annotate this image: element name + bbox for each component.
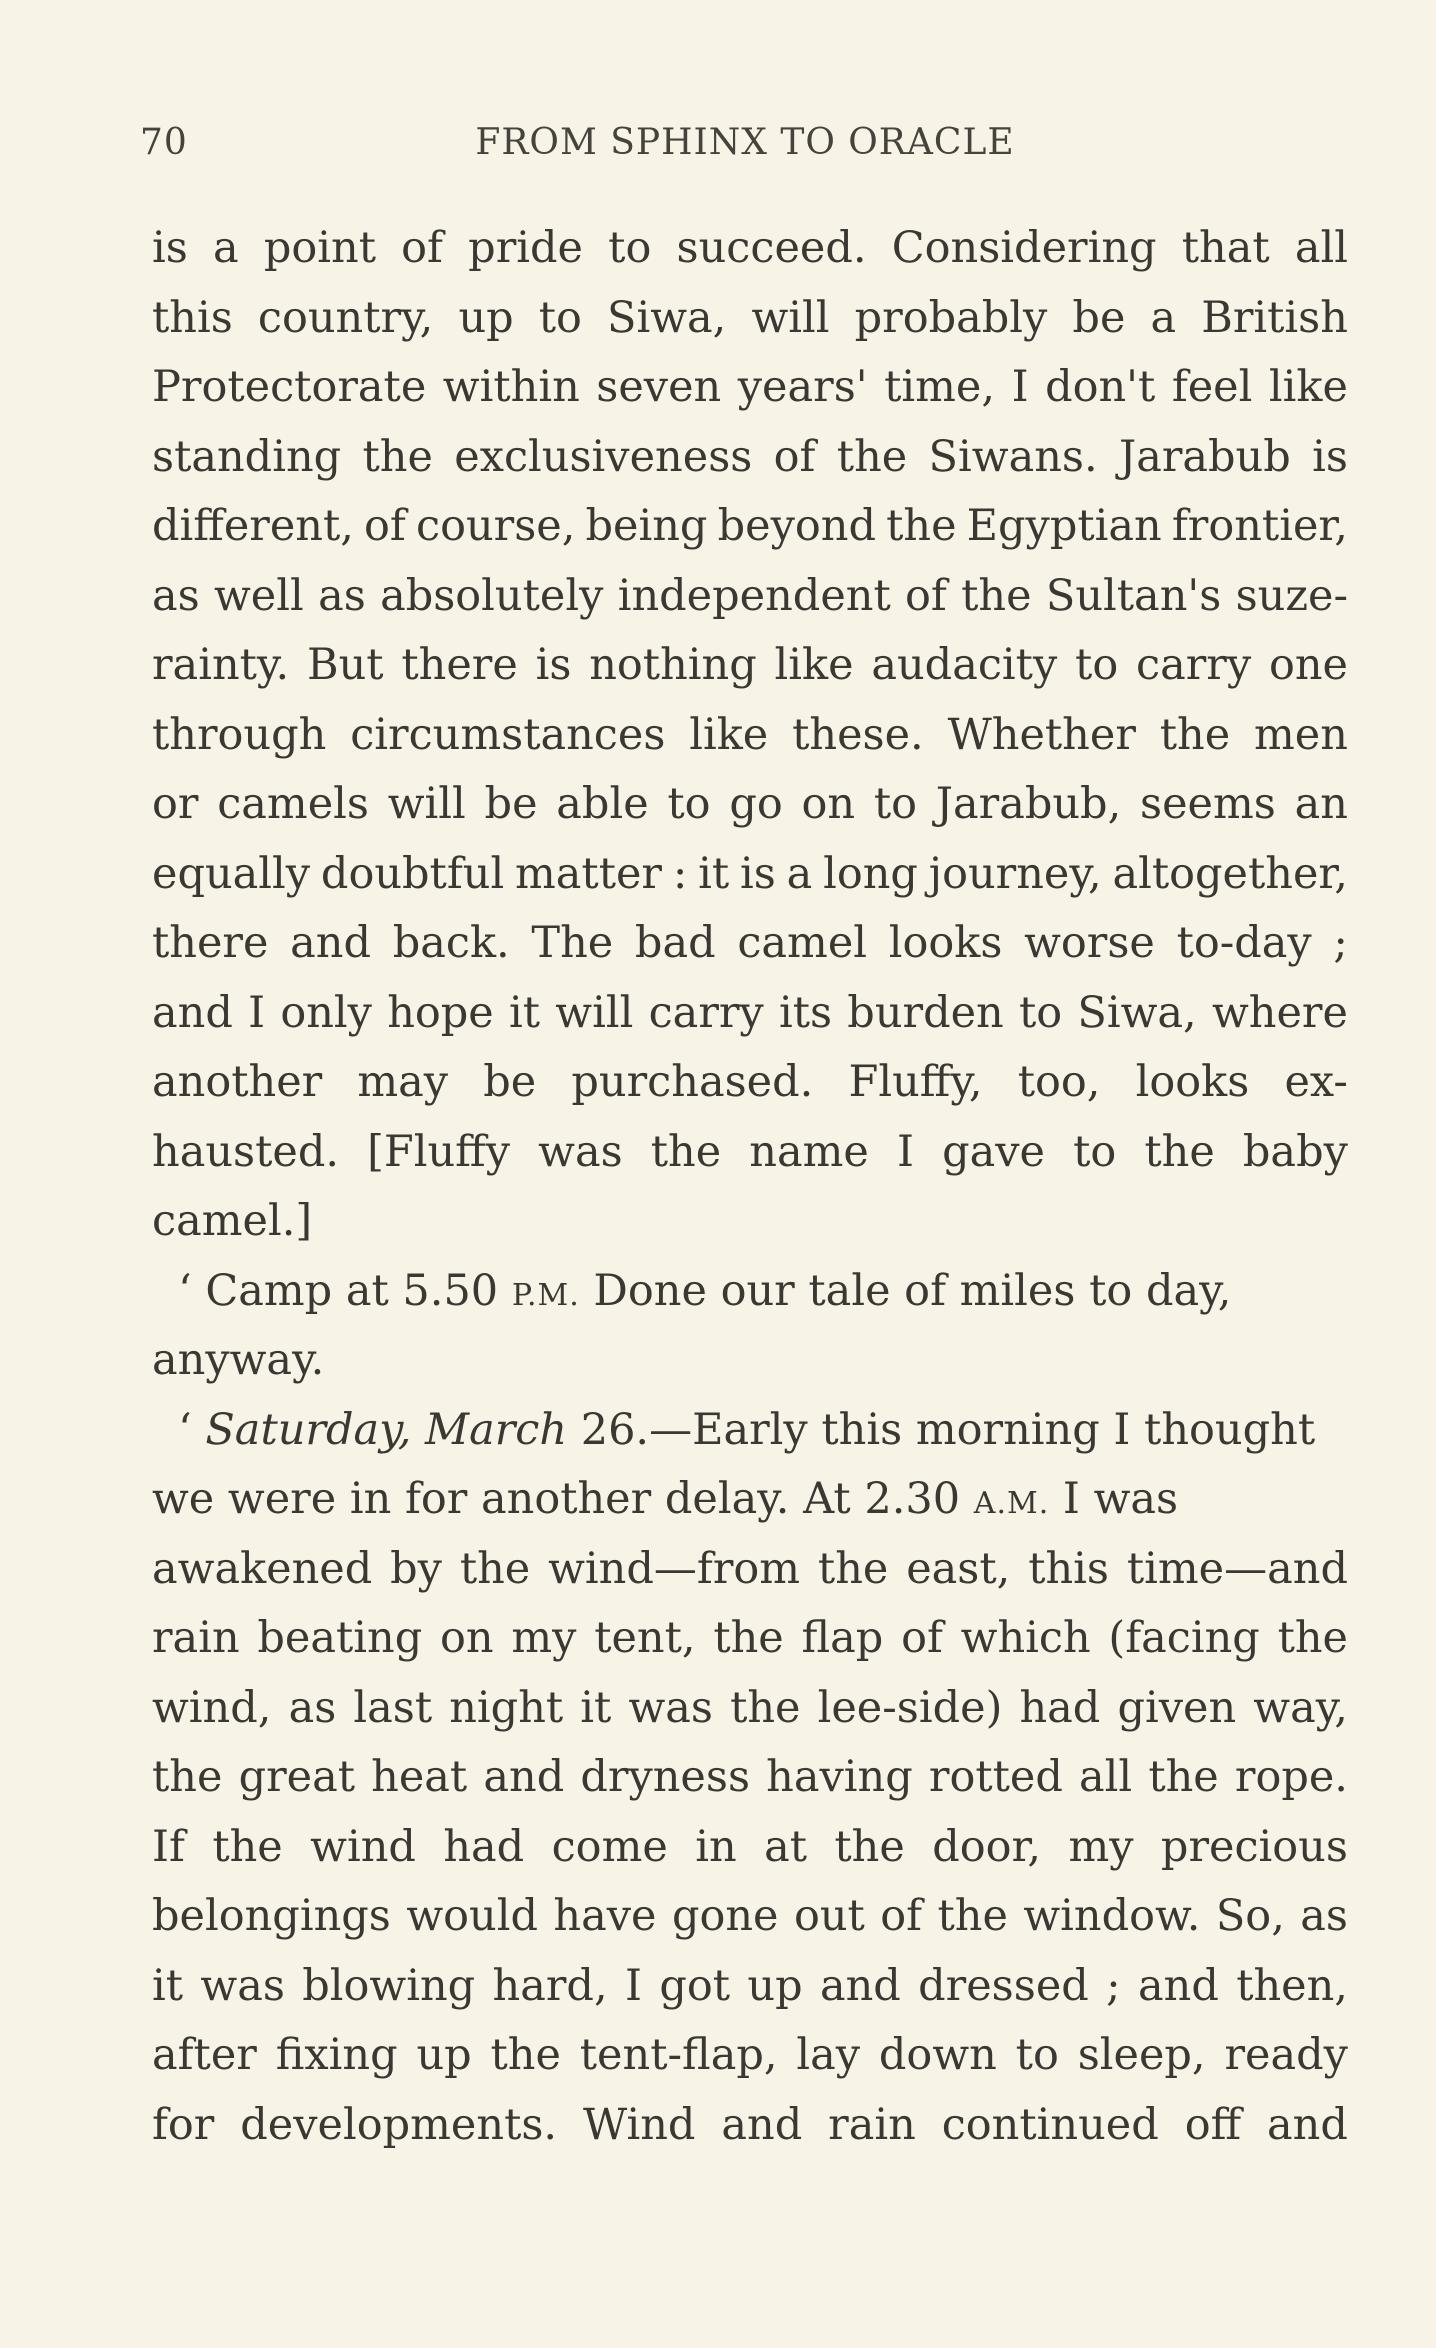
- word: at: [764, 1821, 807, 1872]
- italic-date: Saturday, March: [205, 1404, 568, 1455]
- word: after: [152, 2030, 257, 2080]
- word: another: [152, 1057, 323, 1107]
- word: like: [774, 640, 854, 690]
- word: beyond: [717, 501, 876, 551]
- word: flap: [801, 1613, 884, 1663]
- word: had: [1019, 1682, 1101, 1733]
- word: wind: [310, 1821, 416, 1872]
- word: and: [1267, 2099, 1348, 2150]
- word: suze-: [1235, 570, 1348, 621]
- word: will: [387, 779, 466, 829]
- word: worse: [1024, 918, 1155, 968]
- word: ;: [1333, 918, 1348, 968]
- word: and: [1137, 1960, 1219, 2011]
- word: like: [1268, 362, 1348, 412]
- word: Siwans.: [928, 431, 1098, 482]
- word: up: [416, 2030, 472, 2080]
- line-text: [152, 1465, 1178, 1539]
- word: being: [585, 501, 708, 551]
- word: east,: [906, 1543, 1011, 1594]
- word: of: [773, 431, 816, 482]
- word: precious: [1160, 1821, 1348, 1872]
- word: the: [817, 1543, 889, 1594]
- word: it: [152, 1960, 184, 2011]
- word: to-day: [1176, 918, 1312, 968]
- word: [Fluffy: [367, 1126, 511, 1177]
- word: the: [1144, 1126, 1215, 1177]
- word: Whether: [947, 709, 1136, 760]
- word: a: [1150, 292, 1177, 343]
- word: an: [1294, 779, 1348, 829]
- word: Egyptian: [966, 501, 1162, 551]
- word: back.: [392, 918, 510, 968]
- word: all: [1079, 1752, 1133, 1802]
- word: time—and: [1126, 1543, 1348, 1594]
- word: then,: [1236, 1960, 1348, 2011]
- word: tent-flap,: [579, 2030, 778, 2080]
- word: Jarabub,: [935, 779, 1122, 829]
- word: altogether,: [1112, 848, 1348, 899]
- word: I: [248, 987, 266, 1038]
- word: to: [538, 292, 582, 343]
- word: time,: [884, 362, 996, 412]
- word: baby: [1242, 1126, 1348, 1177]
- word: the: [490, 2030, 561, 2080]
- word: So,: [1215, 1891, 1285, 1941]
- word: long: [823, 848, 918, 899]
- word: ;: [1106, 1960, 1121, 2011]
- word: burden: [847, 987, 1004, 1038]
- word: as: [318, 570, 366, 621]
- text-line: [152, 1257, 1348, 1327]
- word: its: [778, 987, 833, 1038]
- word: continued: [941, 2099, 1159, 2150]
- word: the: [362, 431, 433, 482]
- word: is: [1312, 431, 1348, 482]
- text-run: camel.]: [152, 1196, 313, 1246]
- word: rotted: [928, 1752, 1063, 1802]
- time-abbrev: P.M.: [511, 1277, 580, 1313]
- word: go: [729, 779, 783, 829]
- word: will: [751, 292, 830, 343]
- word: for: [152, 2099, 215, 2150]
- word: (facing: [1108, 1613, 1260, 1663]
- word: point: [263, 223, 376, 273]
- word: down: [878, 2030, 997, 2080]
- word: lay: [796, 2030, 861, 2080]
- word: the: [961, 570, 1032, 621]
- text-line: [152, 1535, 1348, 1605]
- word: bad: [634, 918, 716, 968]
- word: the: [1148, 1752, 1219, 1802]
- word: tent,: [594, 1613, 696, 1663]
- line-text: [152, 1326, 324, 1396]
- word: to: [873, 779, 918, 829]
- text-line: [152, 492, 1348, 562]
- text-run: ‘ Camp at 5.50: [178, 1265, 512, 1316]
- word: But: [306, 640, 384, 690]
- word: to: [1018, 987, 1063, 1038]
- word: last: [353, 1682, 433, 1733]
- word: a: [786, 848, 813, 899]
- word: these.: [792, 709, 924, 760]
- word: there: [401, 640, 518, 690]
- word: course,: [415, 501, 576, 551]
- line-text: [178, 1396, 1315, 1466]
- word: camel: [737, 918, 868, 968]
- text-line: [152, 214, 1348, 284]
- word: the: [834, 1821, 905, 1872]
- word: pride: [468, 223, 583, 273]
- word: well: [214, 570, 304, 621]
- text-line: [152, 1396, 1348, 1466]
- word: way,: [1253, 1682, 1348, 1733]
- word: my: [1068, 1821, 1134, 1872]
- text-line: [152, 1187, 1348, 1257]
- word: If: [152, 1821, 185, 1872]
- word: I: [1011, 362, 1029, 412]
- word: through: [152, 709, 327, 760]
- word: carry: [648, 987, 764, 1038]
- text-line: [152, 1326, 1348, 1396]
- word: window.: [1023, 1891, 1201, 1941]
- word: to: [667, 779, 711, 829]
- word: different,: [152, 501, 354, 551]
- word: the: [212, 1821, 283, 1872]
- line-text: [178, 1257, 1231, 1331]
- word: independent: [617, 570, 891, 621]
- word: years': [737, 362, 868, 412]
- word: the: [730, 1682, 801, 1733]
- word: audacity: [871, 640, 1058, 690]
- word: having: [766, 1752, 913, 1802]
- word: is: [535, 640, 572, 690]
- word: seems: [1140, 779, 1276, 829]
- page-number: 70: [140, 122, 188, 163]
- word: the: [1159, 709, 1231, 760]
- word: Fluffy,: [848, 1057, 983, 1107]
- word: a: [213, 223, 239, 273]
- word: beating: [257, 1613, 423, 1663]
- word: within: [442, 362, 580, 412]
- word: ready: [1224, 2030, 1348, 2080]
- text-line: [152, 353, 1348, 423]
- word: Sultan's: [1045, 570, 1222, 621]
- word: come: [551, 1821, 668, 1872]
- text-run: anyway.: [152, 1335, 325, 1385]
- text-line: [152, 631, 1348, 701]
- word: the: [713, 1613, 784, 1663]
- word: to: [608, 223, 652, 273]
- word: circumstances: [350, 709, 666, 760]
- word: off: [1184, 2099, 1242, 2150]
- word: Jarabub: [1118, 431, 1291, 482]
- word: belongings: [152, 1891, 391, 1941]
- word: had: [443, 1821, 525, 1872]
- word: there: [152, 918, 269, 968]
- word: Considering: [891, 223, 1157, 273]
- word: lee-side): [817, 1682, 1003, 1733]
- word: of: [901, 1613, 943, 1663]
- word: was: [200, 1960, 285, 2011]
- word: is: [739, 848, 776, 899]
- word: camels: [217, 779, 369, 829]
- text-line: [152, 1674, 1348, 1744]
- body-text: [152, 214, 1348, 2160]
- word: the: [650, 1126, 722, 1177]
- word: seven: [596, 362, 722, 412]
- word: great: [238, 1752, 356, 1802]
- text-run: Done our tale of miles to day,: [579, 1265, 1232, 1316]
- word: and: [152, 987, 233, 1038]
- line-text: [152, 1187, 312, 1257]
- word: awakened: [152, 1543, 373, 1594]
- word: Siwa,: [1077, 987, 1197, 1038]
- word: is: [152, 223, 188, 273]
- word: door,: [932, 1821, 1042, 1872]
- word: men: [1254, 709, 1348, 760]
- word: of: [401, 223, 443, 273]
- word: feel: [1171, 362, 1253, 412]
- word: journey,: [928, 848, 1102, 899]
- word: Wind: [583, 2099, 696, 2150]
- word: ex-: [1284, 1057, 1348, 1107]
- word: on: [801, 779, 856, 829]
- word: may: [357, 1057, 449, 1107]
- word: succeed.: [676, 223, 867, 273]
- word: :: [672, 848, 688, 899]
- word: as: [152, 570, 200, 621]
- word: absolutely: [380, 570, 604, 621]
- word: be: [1072, 292, 1126, 343]
- word: hausted.: [152, 1126, 340, 1177]
- word: that: [1181, 223, 1270, 273]
- word: would: [406, 1891, 538, 1941]
- word: have: [553, 1891, 657, 1941]
- word: be: [483, 1057, 537, 1107]
- text-line: [152, 1604, 1348, 1674]
- word: country,: [257, 292, 434, 343]
- text-line: [152, 562, 1348, 632]
- text-line: [152, 1465, 1348, 1535]
- text-line: [152, 1882, 1348, 1952]
- word: to: [1075, 640, 1119, 690]
- text-run: 26.—Early this morning I thought: [567, 1404, 1316, 1455]
- word: don't: [1045, 362, 1156, 412]
- text-line: [152, 423, 1348, 493]
- word: to: [1015, 2030, 1059, 2080]
- word: rope.: [1234, 1752, 1348, 1802]
- word: rain: [152, 1613, 240, 1663]
- word: probably: [854, 292, 1048, 343]
- text-line: [152, 1048, 1348, 1118]
- word: gone: [671, 1891, 779, 1941]
- word: exclusiveness: [454, 431, 753, 482]
- word: and: [483, 1752, 565, 1802]
- word: be: [484, 779, 538, 829]
- word: got: [659, 1960, 731, 2011]
- running-title: FROM SPHINX TO ORACLE: [475, 122, 1015, 163]
- word: it: [698, 848, 730, 899]
- word: where: [1211, 987, 1348, 1038]
- text-line: [152, 701, 1348, 771]
- text-line: [152, 979, 1348, 1049]
- text-line: [152, 909, 1348, 979]
- word: as: [288, 1682, 337, 1733]
- text-line: [152, 1952, 1348, 2022]
- word: the: [459, 1543, 531, 1594]
- word: Siwa,: [607, 292, 727, 343]
- text-line: [152, 1743, 1348, 1813]
- word: heat: [371, 1752, 468, 1802]
- word: in: [695, 1821, 737, 1872]
- word: the: [886, 501, 957, 551]
- word: rainty.: [152, 640, 290, 690]
- word: dryness: [580, 1752, 751, 1802]
- word: only: [280, 987, 372, 1038]
- word: up: [747, 1960, 803, 2011]
- word: looks: [1135, 1057, 1250, 1107]
- word: the: [937, 1891, 1008, 1941]
- word: this: [152, 292, 233, 343]
- word: I: [896, 1126, 914, 1177]
- word: hope: [387, 987, 494, 1038]
- word: dressed: [918, 1960, 1089, 2011]
- word: on: [440, 1613, 494, 1663]
- word: British: [1201, 292, 1348, 343]
- word: and: [721, 2099, 803, 2150]
- word: was: [538, 1126, 623, 1177]
- word: it: [509, 987, 541, 1038]
- word: the: [152, 1752, 223, 1802]
- word: doubtful: [320, 848, 505, 899]
- text-line: [152, 1813, 1348, 1883]
- text-line: [152, 770, 1348, 840]
- word: was: [628, 1682, 713, 1733]
- word: able: [556, 779, 649, 829]
- word: up: [458, 292, 514, 343]
- word: my: [511, 1613, 577, 1663]
- word: too,: [1017, 1057, 1101, 1107]
- word: Protectorate: [152, 362, 427, 412]
- word: or: [152, 779, 199, 829]
- word: gave: [942, 1126, 1045, 1177]
- word: and: [819, 1960, 901, 2011]
- word: frontier,: [1171, 501, 1348, 551]
- word: matter: [515, 848, 662, 899]
- word: to: [1073, 1126, 1117, 1177]
- word: of: [364, 501, 406, 551]
- page-header: [140, 122, 1350, 172]
- word: which: [960, 1613, 1091, 1663]
- word: of: [880, 1891, 923, 1941]
- text-line: [152, 840, 1348, 910]
- word: given: [1117, 1682, 1237, 1733]
- word: night: [449, 1682, 564, 1733]
- word: nothing: [589, 640, 757, 690]
- text-run: I was: [1049, 1474, 1179, 1524]
- word: fixing: [275, 2030, 398, 2080]
- text-line: [152, 2021, 1348, 2091]
- word: the: [1277, 1613, 1348, 1663]
- text-run: we were in for another delay. At 2.30: [152, 1474, 974, 1524]
- text-run: ‘: [178, 1404, 206, 1455]
- word: I: [624, 1960, 642, 2011]
- word: like: [689, 709, 769, 760]
- word: will: [555, 987, 634, 1038]
- word: carry: [1136, 640, 1252, 690]
- word: the: [836, 431, 908, 482]
- text-line: [152, 1118, 1348, 1188]
- word: it: [580, 1682, 612, 1733]
- word: out: [793, 1891, 865, 1941]
- word: wind—from: [548, 1543, 801, 1594]
- word: looks: [888, 918, 1003, 968]
- text-line: [152, 284, 1348, 354]
- word: hard,: [492, 1960, 608, 2011]
- word: as: [1300, 1891, 1348, 1941]
- word: by: [390, 1543, 442, 1594]
- word: standing: [152, 431, 342, 482]
- word: name: [749, 1126, 869, 1177]
- word: developments.: [240, 2099, 558, 2150]
- word: rain: [828, 2099, 916, 2150]
- word: sleep,: [1077, 2030, 1206, 2080]
- word: this: [1028, 1543, 1109, 1594]
- word: wind,: [152, 1682, 272, 1733]
- word: The: [531, 918, 614, 968]
- time-abbrev: A.M.: [973, 1486, 1050, 1521]
- word: and: [290, 918, 371, 968]
- word: equally: [152, 848, 311, 899]
- word: all: [1294, 223, 1348, 273]
- word: of: [905, 570, 947, 621]
- word: one: [1268, 640, 1348, 690]
- word: blowing: [302, 1960, 476, 2011]
- word: purchased.: [571, 1057, 814, 1107]
- text-line: [152, 2091, 1348, 2161]
